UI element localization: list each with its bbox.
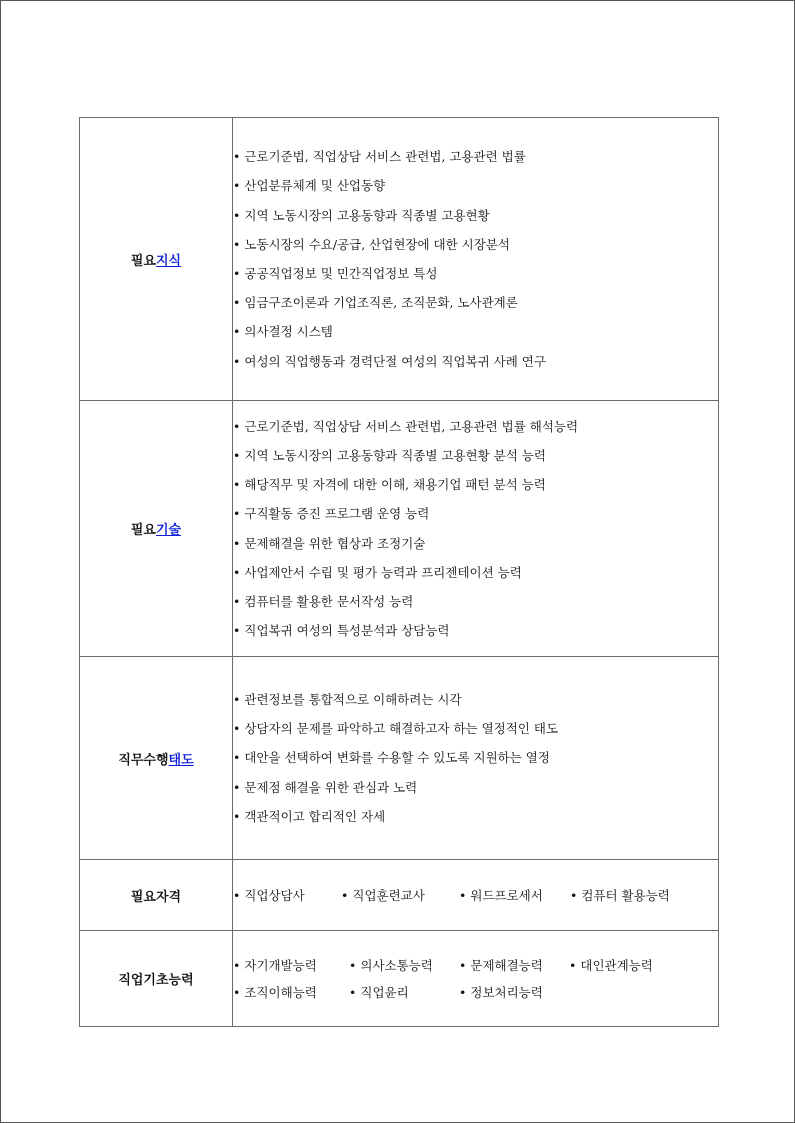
list-item: • 문제해결능력	[459, 952, 569, 979]
skills-row	[80, 401, 719, 657]
basic-competencies-label: 직업기초능력	[80, 931, 233, 1027]
list-item: • 해당직무 및 자격에 대한 이해, 채용기업 패턴 분석 능력	[233, 470, 718, 499]
list-item: • 자기개발능력	[233, 952, 349, 979]
list-item: • 노동시장의 수요/공급, 산업현장에 대한 시장분석	[233, 230, 718, 259]
list-item: • 근로기준법, 직업상담 서비스 관련법, 고용관련 법률	[233, 142, 718, 171]
qualifications-row	[80, 860, 719, 931]
list-item: • 산업분류체계 및 산업동향	[233, 171, 718, 200]
list-item: • 컴퓨터 활용능력	[570, 882, 670, 909]
list-item: • 임금구조이론과 기업조직론, 조직문화, 노사관계론	[233, 288, 718, 317]
list-item: • 정보처리능력	[459, 979, 543, 1006]
list-item: • 의사소통능력	[349, 952, 459, 979]
attitude-label	[80, 657, 233, 860]
skills-list	[233, 412, 718, 646]
list-item: • 워드프로세서	[459, 882, 570, 909]
attitude-label-prefix: 직무수행	[118, 752, 169, 768]
attitude-row	[80, 657, 719, 860]
basic-competencies-row	[80, 931, 719, 1027]
knowledge-row	[80, 118, 719, 401]
knowledge-label	[80, 118, 233, 401]
attitude-content	[233, 657, 719, 860]
list-item: • 여성의 직업행동과 경력단절 여성의 직업복귀 사례 연구	[233, 347, 718, 376]
qualifications-label: 필요자격	[80, 860, 233, 931]
list-item: • 지역 노동시장의 고용동향과 직종별 고용현황 분석 능력	[233, 441, 718, 470]
list-item: • 사업제안서 수립 및 평가 능력과 프리젠테이션 능력	[233, 558, 718, 587]
attitude-link[interactable]: 태도	[168, 752, 194, 768]
skills-label-prefix: 필요	[130, 523, 156, 538]
list-item: • 대인관계능력	[569, 952, 653, 979]
list-item: • 직업상담사	[233, 882, 341, 909]
list-item: • 구직활동 증진 프로그램 운영 능력	[233, 499, 718, 528]
qualifications-content	[233, 860, 719, 931]
attitude-list	[233, 685, 718, 831]
list-item: • 직업훈련교사	[341, 882, 459, 909]
list-item: • 객관적이고 합리적인 자세	[233, 802, 718, 831]
knowledge-link[interactable]: 지식	[156, 253, 182, 269]
list-item: • 근로기준법, 직업상담 서비스 관련법, 고용관련 법률 해석능력	[233, 412, 718, 441]
list-item: • 관련정보를 통합적으로 이해하려는 시각	[233, 685, 718, 714]
list-item: • 문제점 해결을 위한 관심과 노력	[233, 773, 718, 802]
knowledge-content	[233, 118, 719, 401]
job-competency-table	[79, 117, 719, 1027]
skills-link[interactable]: 기술	[156, 523, 182, 538]
knowledge-label-prefix: 필요	[130, 253, 156, 269]
skills-label	[80, 401, 233, 657]
qualifications-list	[233, 882, 718, 909]
basic-competencies-content	[233, 931, 719, 1027]
basic-competencies-row2	[233, 979, 718, 1006]
list-item: • 지역 노동시장의 고용동향과 직종별 고용현황	[233, 201, 718, 230]
list-item: • 대안을 선택하여 변화를 수용할 수 있도록 지원하는 열정	[233, 743, 718, 772]
list-item: • 상담자의 문제를 파악하고 해결하고자 하는 열정적인 태도	[233, 714, 718, 743]
list-item: • 직업윤리	[349, 979, 459, 1006]
list-item: • 의사결정 시스템	[233, 317, 718, 346]
skills-content	[233, 401, 719, 657]
list-item: • 컴퓨터를 활용한 문서작성 능력	[233, 587, 718, 616]
basic-competencies-row1	[233, 952, 718, 979]
list-item: • 조직이해능력	[233, 979, 349, 1006]
knowledge-list	[233, 142, 718, 376]
list-item: • 문제해결을 위한 협상과 조정기술	[233, 529, 718, 558]
list-item: • 공공직업정보 및 민간직업정보 특성	[233, 259, 718, 288]
list-item: • 직업복귀 여성의 특성분석과 상담능력	[233, 616, 718, 645]
